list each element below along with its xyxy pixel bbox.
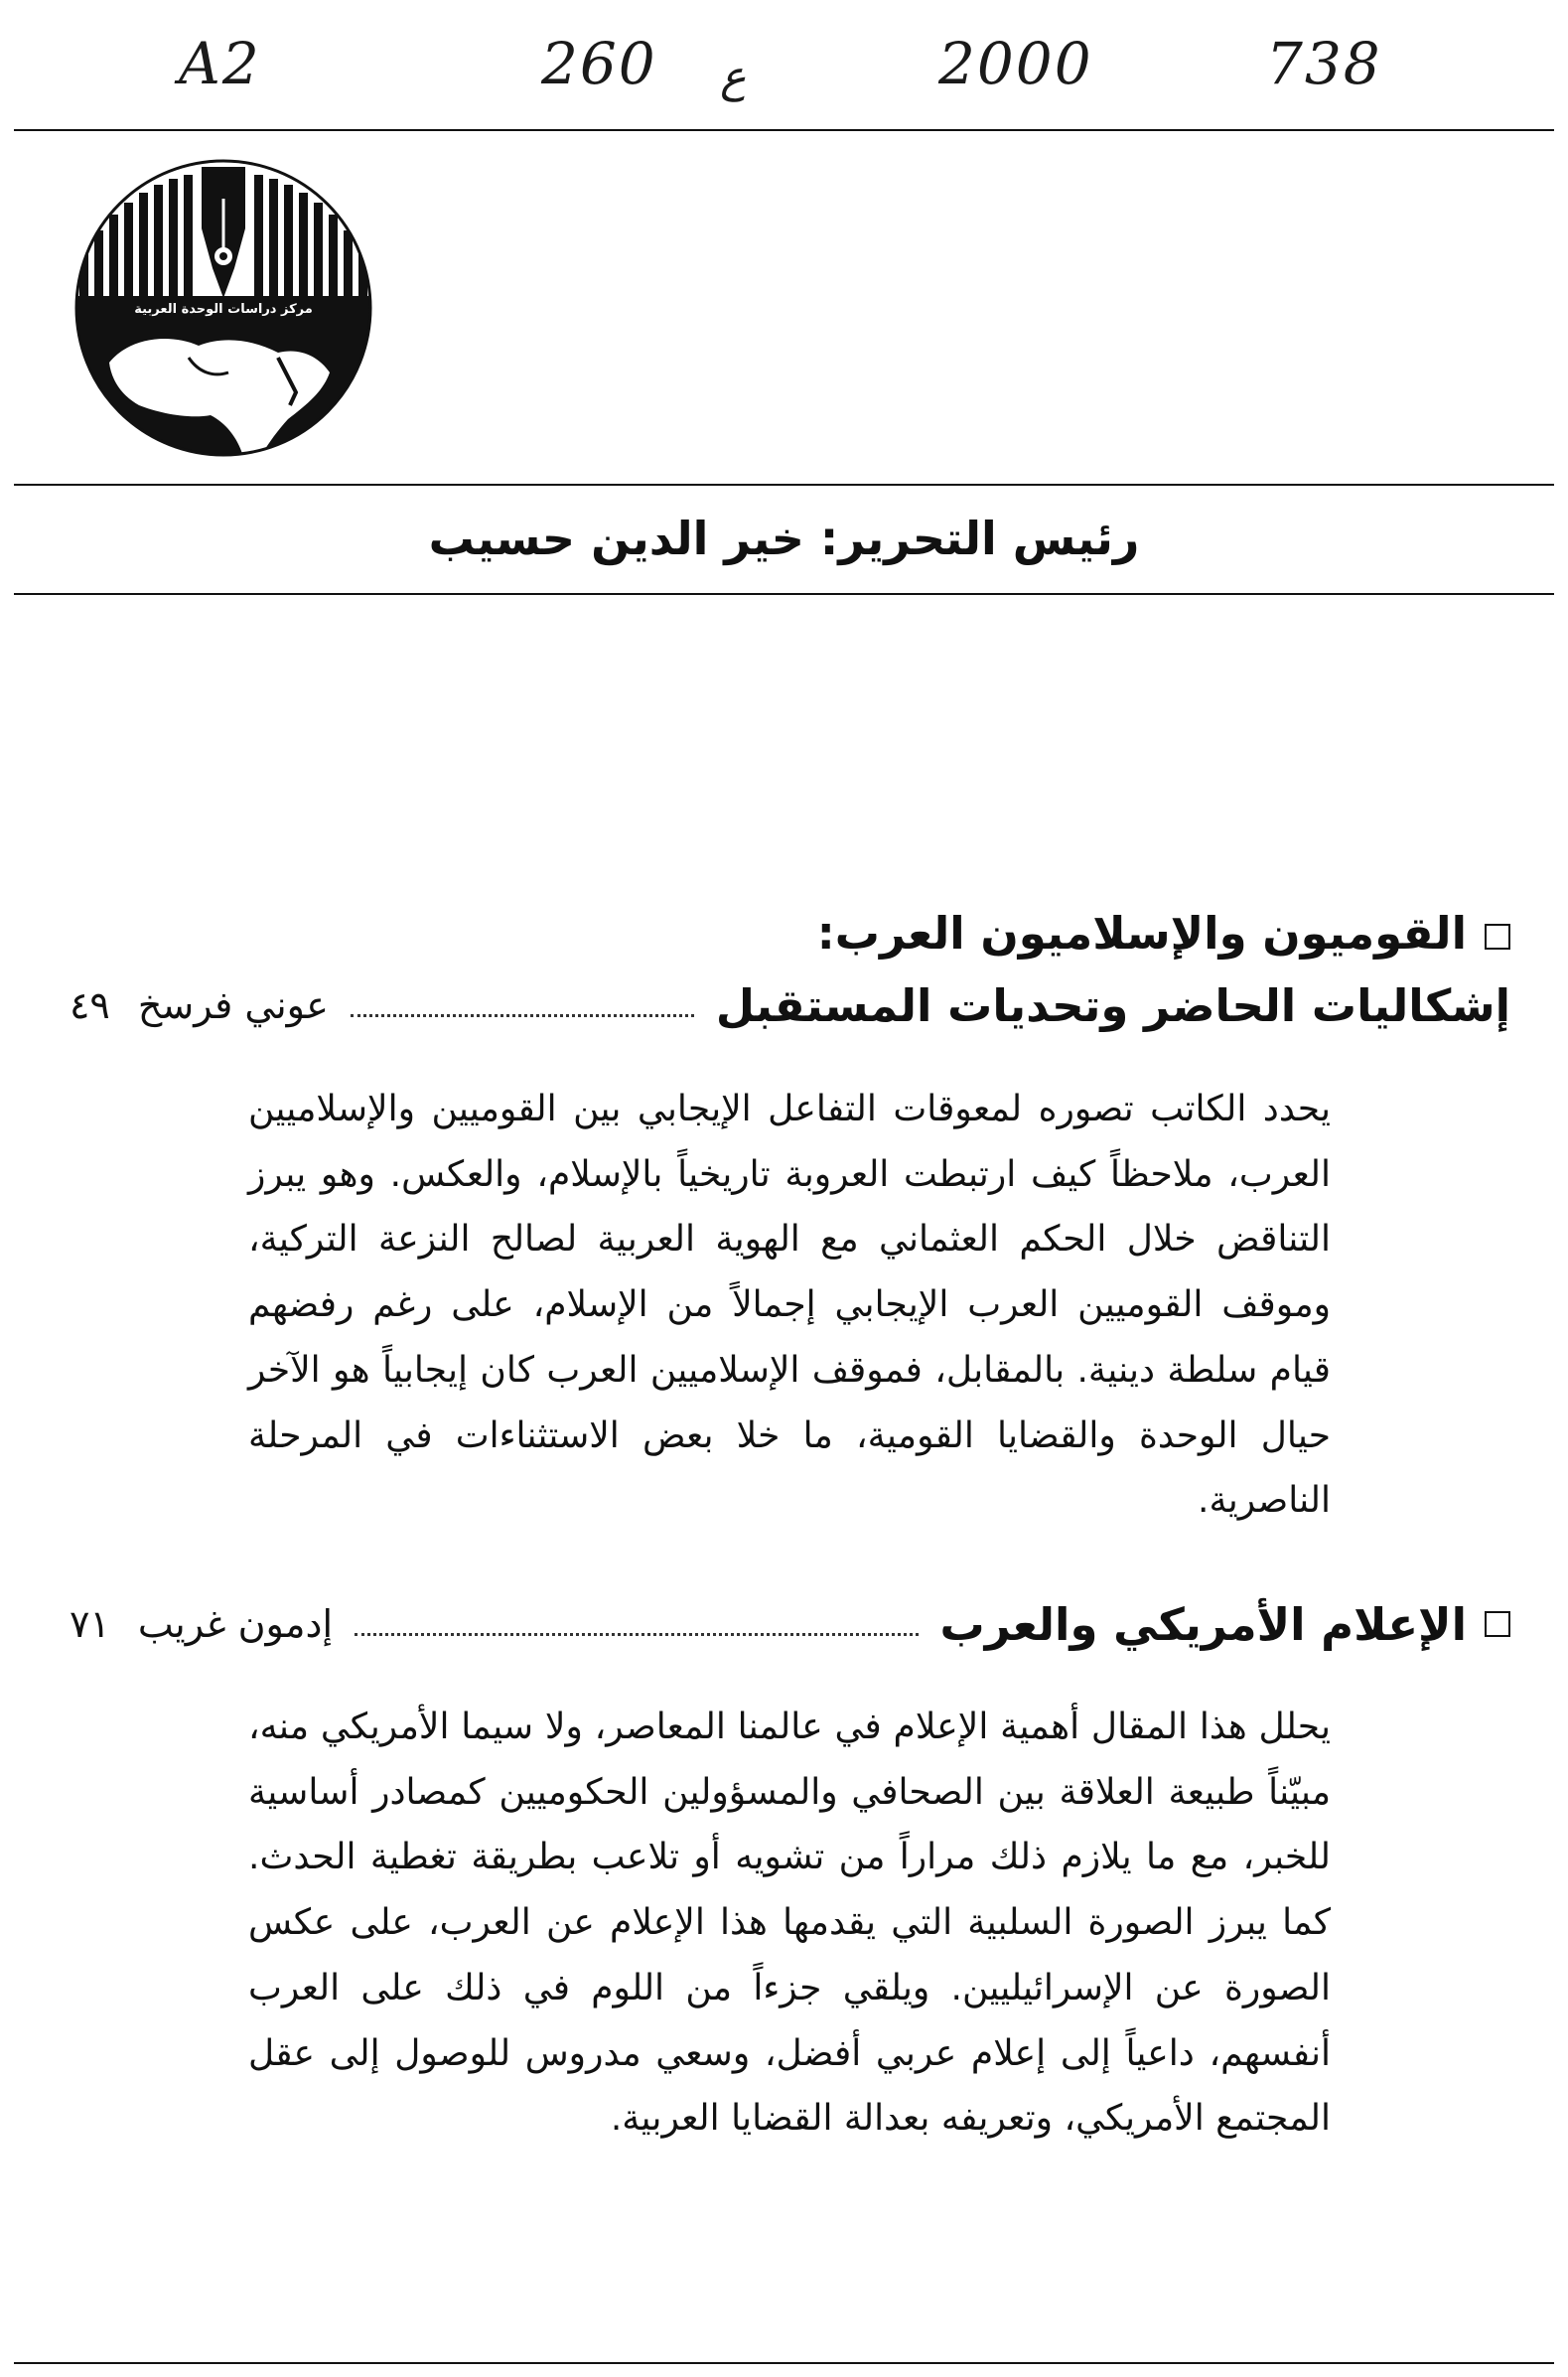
handwritten-note-738: 738 (1266, 30, 1382, 97)
article-1-title-line2: إشكاليات الحاضر وتحديات المستقبل (715, 978, 1510, 1032)
logo-text: مركز دراسات الوحدة العربية (134, 302, 313, 317)
handwritten-note-year: 2000 (938, 30, 1093, 97)
publisher-logo (40, 159, 407, 457)
header-rule-top (14, 484, 1554, 486)
article-2-abstract: يحلل هذا المقال أهمية الإعلام في عالمنا المعاصر، ولا سيما الأمريكي منه، مبيّناً طبيعة العلاقة بين الصحافي والمسؤولين الحكوميين كمصادر أساسية للخبر، مع ما يلازم ذلك مراراً من تشويه أو تلاعب بطريقة تغطية الحدث. كما يبرز الصورة السلبية التي يقدمها هذا الإعلام عن العرب، على عكس الصورة عن الإسرائيليين. ويلقي جزءاً من اللوم في ذلك على العرب أنفسهم، داعياً إلى إعلام عربي أفضل، وسعي مدروس للوصول إلى عقل المجتمع الأمريكي، وتعريفه بعدالة القضايا العربية. (248, 1707, 1331, 2140)
footer-rule (14, 2362, 1554, 2364)
article-1-author: عوني فرسخ (137, 983, 329, 1027)
article-1-title-line1-text: القوميون والإسلاميون العرب: (816, 907, 1467, 960)
handwritten-note-a2: A2 (179, 30, 261, 97)
article-1-abstract: يحدد الكاتب تصوره لمعوقات التفاعل الإيجابي بين القوميين والإسلاميين العرب، ملاحظاً كيف ارتبطت العروبة تاريخياً بالإسلام، والعكس. وهو يبرز التناقض خلال الحكم العثماني مع الهوية العربية لصالح النزعة التركية، وموقف القوميين العرب الإيجابي إجمالاً من الإسلام، على رغم رفضهم قيام سلطة دينية. بالمقابل، فموقف الإسلاميين العرب كان إيجابياً هو الآخر حيال الوحدة والقضايا القومية، ما خلا بعض الاستثناءات في المرحلة الناصرية. (248, 1089, 1331, 1522)
checkbox-square-icon (1485, 924, 1510, 950)
editor-in-chief-line: رئيس التحرير: خير الدين حسيب (428, 512, 1140, 565)
article-2-title-row (70, 1592, 1510, 1656)
article-1-title-line1 (817, 904, 1510, 964)
handwritten-note-ain: ع (720, 52, 747, 102)
article-2-title: الإعلام الأمريكي والعرب (939, 1597, 1467, 1651)
dot-leader (355, 1633, 919, 1636)
article-1-title-row (70, 973, 1510, 1037)
handwritten-note-260: 260 (541, 30, 657, 97)
top-rule (14, 129, 1554, 131)
dot-leader (351, 1014, 694, 1017)
article-2-page-number: ٧١ (70, 1602, 110, 1646)
article-1-page-number: ٤٩ (70, 983, 110, 1027)
article-2-author: إدمون غريب (137, 1602, 334, 1646)
header-rule-bottom (14, 593, 1554, 595)
checkbox-square-icon (1485, 1611, 1510, 1637)
logo-emblem-icon (40, 159, 407, 457)
